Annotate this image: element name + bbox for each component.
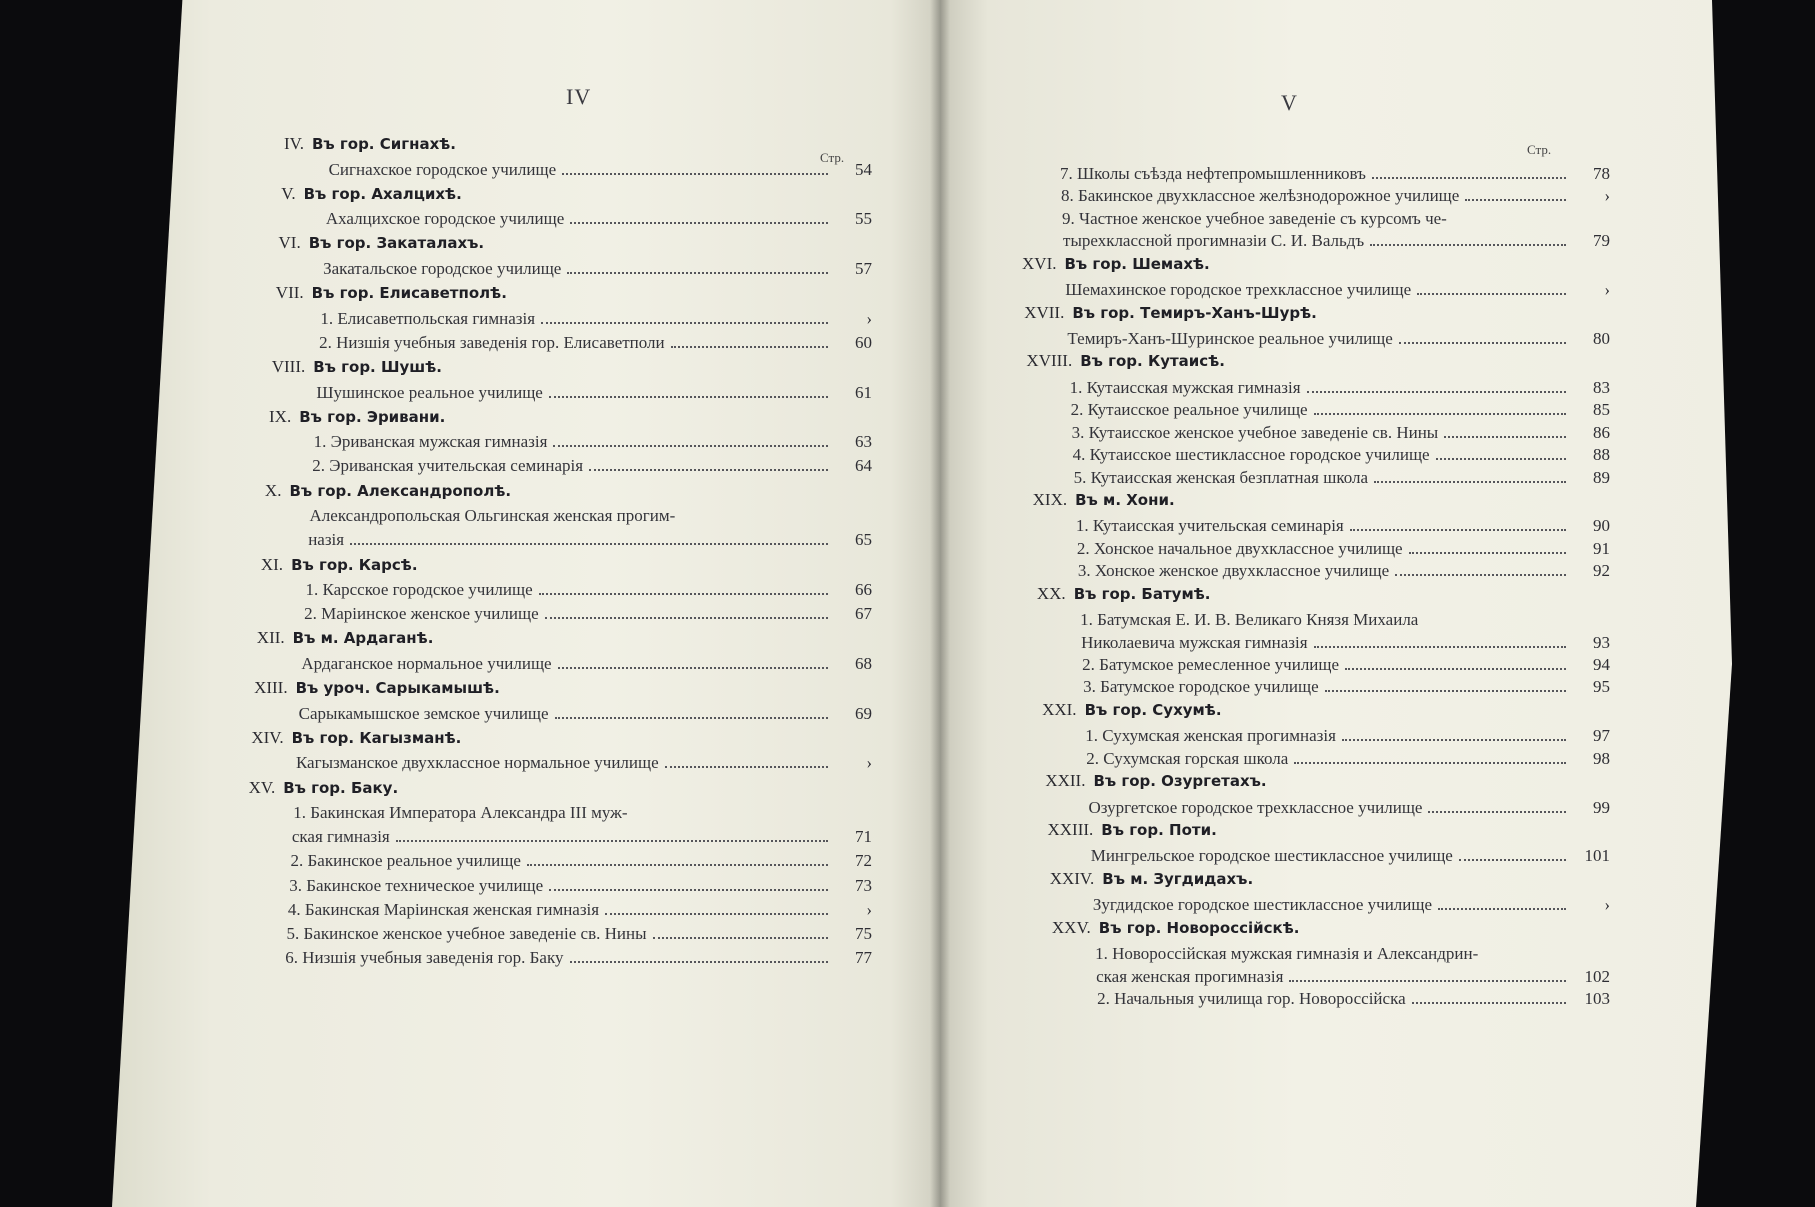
toc-section-number: XIII. [254,678,288,698]
toc-leader-dots [1465,199,1566,201]
toc-section-number: XXII. [1045,771,1086,790]
toc-section-number: VI. [278,233,301,253]
toc-section-title: Въ гор. Шемахѣ. [1064,254,1210,273]
toc-section-heading [1045,770,1610,792]
toc-entry-text: Сигнахское городское училище [328,159,557,179]
right-page-number: V [1281,90,1298,115]
toc-leader-dots [1395,574,1566,576]
toc-entry [1062,208,1610,230]
toc-section-number: XXIII. [1047,819,1094,839]
toc-section-number: XVII. [1024,302,1065,322]
toc-entry-text: 3. Батумское городское училище [1083,677,1319,697]
toc-entry-text: 9. Частное женское учебное заведеніе съ курсомъ че- [1062,208,1447,228]
toc-section-heading [279,232,872,254]
toc-section-heading [1022,253,1610,275]
toc-entry-text: 1. Елисаветпольская гимназія [320,308,536,328]
toc-page-number: 79 [1592,231,1610,251]
toc-section-title: Въ гор. Сухумѣ. [1084,700,1222,719]
toc-entry [314,431,872,453]
toc-entry-text: 8. Бакинское двухклассное желѣзнодорожное училище [1061,186,1460,206]
toc-section-number: XVIII. [1026,351,1073,371]
toc-leader-dots [1444,436,1566,438]
toc-section-heading [265,480,872,502]
toc-entry [1081,632,1610,654]
toc-page-number: 86 [1592,422,1610,442]
toc-entry [1093,894,1610,916]
toc-page-number: 71 [854,827,872,847]
toc-section-heading [249,777,872,799]
toc-entry-text: Шушинское реальное училище [316,382,543,402]
toc-section-number: VIII. [271,357,306,376]
toc-page-number: 63 [854,432,872,452]
toc-entry-text: 7. Школы съѣзда нефтепромышленниковъ [1060,164,1366,183]
toc-section-number: V. [281,183,296,203]
toc-page-number: › [866,753,872,773]
toc-leader-dots [671,346,828,348]
toc-entry-text: тырехклассной прогимназіи С. И. Вальдъ [1063,231,1365,251]
toc-entry [287,923,872,945]
toc-entry [320,308,872,330]
toc-entry-text: 2. Сухумская горская школа [1086,748,1289,768]
toc-entry [293,802,872,824]
toc-entry-text: 2. Низшія учебныя заведенія гор. Елисаветполи [319,332,665,352]
toc-entry-text: 2. Кутаисское реальное училище [1070,400,1308,420]
toc-entry [319,332,872,354]
toc-page-number: › [1604,280,1610,300]
toc-section-heading [281,183,872,205]
toc-entry-text: 1. Бакинская Императора Александра III муж- [293,803,628,822]
toc-section-title: Въ гор. Темиръ-Ханъ-Шурѣ. [1072,303,1317,322]
toc-section-number: VII. [275,283,304,303]
toc-page-number: 54 [854,159,872,179]
toc-entry-text: 2. Хонское начальное двухклассное училище [1076,538,1403,558]
toc-entry-text: ская женская прогимназія [1096,966,1284,986]
toc-section-heading [272,356,872,378]
toc-entry [1071,399,1610,421]
toc-entry [1086,748,1610,770]
toc-entry [1095,943,1610,965]
toc-entry-text: Александропольская Ольгинская женская прогим- [309,506,676,526]
toc-entry-text: Зугдидское городское шестиклассное училище [1092,895,1433,915]
right-page-column-label: Стр. [1527,142,1552,157]
toc-page-number: 94 [1592,654,1610,674]
toc-section-number: XII. [256,628,285,648]
toc-page-number: 95 [1592,677,1610,697]
toc-section-title: Въ м. Хони. [1075,490,1175,509]
toc-page-number: 65 [854,530,872,550]
toc-entry-text: назія [308,530,345,550]
toc-page-number: › [866,899,872,919]
toc-entry-text: Шемахинское городское трехклассное училище [1065,280,1412,300]
toc-entry [1076,515,1610,537]
toc-entry-text: 2. Батумское ремесленное училище [1082,654,1340,674]
toc-entry [1089,797,1610,819]
toc-section-title: Въ гор. Озургетахъ. [1093,772,1267,790]
toc-entry-text: Темиръ-Ханъ-Шуринское реальное училище [1067,329,1393,348]
toc-entry [304,603,872,625]
toc-page-number: 98 [1592,748,1610,768]
toc-section-heading [251,727,872,749]
toc-entry [1072,422,1610,444]
toc-leader-dots [562,173,828,175]
toc-section-title: Въ гор. Александрополѣ. [289,481,512,500]
toc-section-heading [1033,489,1610,511]
toc-leader-dots [1417,293,1566,295]
toc-page-number: 57 [854,258,872,278]
toc-leader-dots [567,272,828,274]
toc-page-number: 85 [1592,400,1610,420]
toc-section-title: Въ гор. Баку. [283,778,399,797]
toc-entry-text: 6. Низшія учебныя заведенія гор. Баку [285,948,564,968]
toc-section-title: Въ м. Ардаганѣ. [292,629,434,648]
toc-entry-text: 2. Бакинское реальное училище [290,851,521,871]
toc-entry [1080,609,1610,631]
toc-entry-text: 1. Сухумская женская прогимназія [1085,726,1336,746]
toc-entry-text: 3. Бакинское техническое училище [289,875,544,895]
left-page-column-label: Стр. [820,150,845,165]
toc-entry-text: 2. Эриванская учительская семинарія [312,456,584,476]
toc-section-number: XXI. [1042,699,1077,719]
toc-leader-dots [1428,811,1566,813]
toc-page-number: 66 [854,580,872,599]
toc-leader-dots [1436,458,1566,460]
toc-leader-dots [605,913,828,915]
toc-page-number: 55 [854,209,872,229]
toc-section-title: Въ гор. Эривани. [299,407,446,426]
toc-leader-dots [549,889,828,891]
toc-section-heading [1026,350,1610,372]
toc-page-number: 83 [1592,377,1610,397]
toc-leader-dots [1372,177,1566,179]
toc-page-number: 78 [1593,164,1610,183]
toc-entry [323,258,872,280]
toc-entry [1083,676,1610,698]
toc-section-heading [261,554,872,576]
toc-section-number: XIV. [251,727,284,747]
toc-entry [1091,845,1610,867]
toc-leader-dots [1412,1002,1566,1004]
toc-entry [1065,279,1610,301]
toc-entry [289,875,872,897]
toc-entry-text: 3. Кутаисское женское учебное заведеніе св. Нины [1071,422,1439,442]
toc-page-number: 73 [854,875,872,895]
toc-entry [288,899,872,921]
toc-page-number: 103 [1584,989,1610,1008]
toc-section-title: Въ уроч. Сарыкамышѣ. [295,679,500,698]
toc-entry [1061,185,1610,207]
toc-leader-dots [653,937,828,939]
toc-section-title: Въ гор. Кутаисѣ. [1080,352,1225,371]
toc-section-number: XV. [248,777,276,797]
toc-entry [1070,377,1610,399]
toc-section-heading [276,282,872,304]
toc-section-number: X. [264,480,282,500]
toc-section-title: Въ гор. Шушѣ. [313,358,442,376]
toc-leader-dots [1459,859,1566,861]
toc-section-number: XXV. [1051,917,1091,937]
toc-section-number: XI. [260,554,284,574]
toc-page-number: 64 [854,456,872,476]
toc-page-number: 91 [1592,538,1610,558]
toc-leader-dots [1374,481,1566,483]
toc-leader-dots [1345,668,1566,670]
toc-entry-text: 1. Карсское городское училище [305,580,533,599]
toc-leader-dots [1325,690,1566,692]
toc-section-heading [1042,699,1610,721]
toc-entry-text: 3. Хонское женское двухклассное училище [1077,561,1390,581]
toc-leader-dots [549,396,828,398]
toc-leader-dots [1370,244,1566,246]
toc-page-number: 88 [1592,445,1610,465]
toc-leader-dots [545,617,828,619]
toc-page-number: 90 [1592,516,1610,536]
toc-entry [312,455,872,477]
toc-leader-dots [1399,342,1566,344]
toc-page-number: 99 [1592,797,1610,817]
toc-entry [296,752,872,774]
toc-page-number: › [1604,895,1610,915]
toc-leader-dots [665,766,828,768]
toc-entry-text: 1. Кутаисская мужская гимназія [1069,377,1301,397]
toc-section-number: XVI. [1022,253,1057,273]
toc-page-number: 68 [854,653,872,673]
toc-section-number: IX. [269,406,292,426]
toc-entry-text: Николаевича мужская гимназія [1081,632,1308,652]
toc-leader-dots [350,543,828,545]
toc-page-number: 60 [854,332,872,352]
toc-entry [1074,467,1610,489]
toc-section-title: Въ гор. Поти. [1101,820,1217,839]
toc-entry [316,382,872,404]
toc-entry-text: Ахалцихское городское училище [325,209,565,229]
left-page-number: IV [566,84,592,109]
toc-entry-text: 5. Кутаисская женская безплатная школа [1073,467,1369,487]
toc-entry [1063,230,1610,252]
toc-section-title: Въ гор. Кагызманѣ. [291,728,462,747]
toc-leader-dots [555,717,828,719]
toc-entry-text: 4. Кутаисское шестиклассное городское училище [1072,445,1430,465]
toc-leader-dots [589,469,828,471]
toc-entry [1097,988,1610,1010]
toc-page-number: 102 [1584,966,1610,986]
toc-leader-dots [1294,762,1566,764]
toc-section-heading [254,677,872,699]
toc-page-number: 69 [854,703,872,723]
toc-page-number: › [1604,186,1610,206]
toc-leader-dots [1409,552,1566,554]
toc-section-title: Въ гор. Закаталахъ. [308,234,485,253]
toc-entry [1077,538,1610,560]
toc-section-number: XIX. [1032,489,1068,509]
toc-entry-text: Мингрельское городское шестиклассное училище [1090,846,1453,866]
toc-entry [1067,328,1610,350]
toc-section-heading [1037,583,1610,605]
toc-page-number: 97 [1592,726,1610,746]
toc-entry-text: 1. Кутаисская учительская семинарія [1075,516,1344,536]
toc-entry-text: 2. Маріинское женское училище [304,604,539,624]
toc-leader-dots [1314,646,1566,648]
toc-entry [1096,966,1610,988]
toc-entry-text: Сарыкамышское земское училище [298,703,549,723]
toc-leader-dots [1350,529,1566,531]
toc-leader-dots [539,593,828,595]
toc-section-number: XX. [1036,583,1066,603]
toc-entry-text: ская гимназія [291,827,390,847]
toc-section-heading [1024,302,1610,324]
toc-entry [1085,725,1610,747]
toc-leader-dots [541,322,828,324]
toc-page-number: 80 [1592,329,1610,348]
toc-section-heading [1048,819,1610,841]
toc-entry [305,579,872,601]
toc-section-heading [1052,917,1610,939]
toc-leader-dots [1314,413,1566,415]
toc-leader-dots [527,864,828,866]
toc-leader-dots [1289,980,1566,982]
toc-section-title: Въ гор. Карсѣ. [291,555,418,574]
toc-entry [1078,560,1610,582]
toc-entry-text: 5. Бакинское женское учебное заведеніе св. Нины [286,924,647,943]
toc-leader-dots [1342,739,1566,741]
toc-section-heading [257,627,872,649]
toc-entry [301,653,872,675]
toc-section-title: Въ гор. Батумѣ. [1073,584,1211,603]
toc-entry-text: Ардаганское нормальное училище [301,653,552,673]
toc-entry-text: Кагызманское двухклассное нормальное училище [295,753,659,773]
toc-section-heading [284,133,872,155]
toc-entry-text: 1. Батумская Е. И. В. Великаго Князя Михаила [1080,610,1419,630]
toc-leader-dots [553,445,828,447]
toc-section-title: Въ гор. Новороссійскѣ. [1098,918,1300,937]
toc-entry-text: 1. Эриванская мужская гимназія [313,432,548,452]
toc-page-number: 67 [854,604,872,624]
toc-section-heading [269,406,872,428]
book-gutter [930,0,950,1207]
toc-entry [1082,654,1610,676]
toc-leader-dots [1307,391,1566,393]
toc-page-number: 89 [1592,467,1610,487]
toc-entry [329,159,872,181]
toc-entry-text: Озургетское городское трехклассное училище [1088,797,1423,817]
toc-entry-text: 4. Бакинская Маріинская женская гимназія [287,899,600,919]
toc-page-number: 93 [1592,632,1610,652]
toc-leader-dots [570,222,828,224]
toc-entry [291,850,872,872]
toc-section-heading [1050,868,1610,890]
toc-entry [326,208,872,230]
toc-leader-dots [1438,908,1566,910]
toc-entry-text: Закатальское городское училище [323,258,562,278]
toc-page-number: › [866,308,872,328]
toc-leader-dots [396,840,828,842]
toc-page-number: 77 [854,948,872,968]
toc-entry [299,703,872,725]
toc-entry-text: 1. Новороссійская мужская гимназія и Александрин- [1095,944,1479,964]
toc-section-number: IV. [284,134,304,153]
toc-page-number: 72 [854,851,872,871]
toc-entry [292,826,872,848]
toc-section-title: Въ гор. Елисаветполѣ. [311,284,507,303]
toc-page-number: 61 [854,382,872,402]
toc-entry [310,505,872,527]
toc-entry [308,529,872,551]
toc-page-number: 92 [1592,561,1610,581]
toc-section-title: Въ м. Зугдидахъ. [1102,869,1254,888]
toc-entry-text: 2. Начальныя училища гор. Новороссійска [1097,989,1406,1008]
toc-leader-dots [570,961,828,963]
toc-entry [1073,444,1610,466]
toc-entry [1060,163,1610,185]
toc-section-title: Въ гор. Сигнахѣ. [312,135,456,153]
toc-entry [285,947,872,969]
toc-page-number: 75 [854,924,872,943]
toc-leader-dots [558,667,828,669]
toc-section-title: Въ гор. Ахалцихѣ. [303,184,462,203]
toc-page-number: 101 [1584,846,1610,866]
toc-section-number: XXIV. [1049,868,1095,888]
